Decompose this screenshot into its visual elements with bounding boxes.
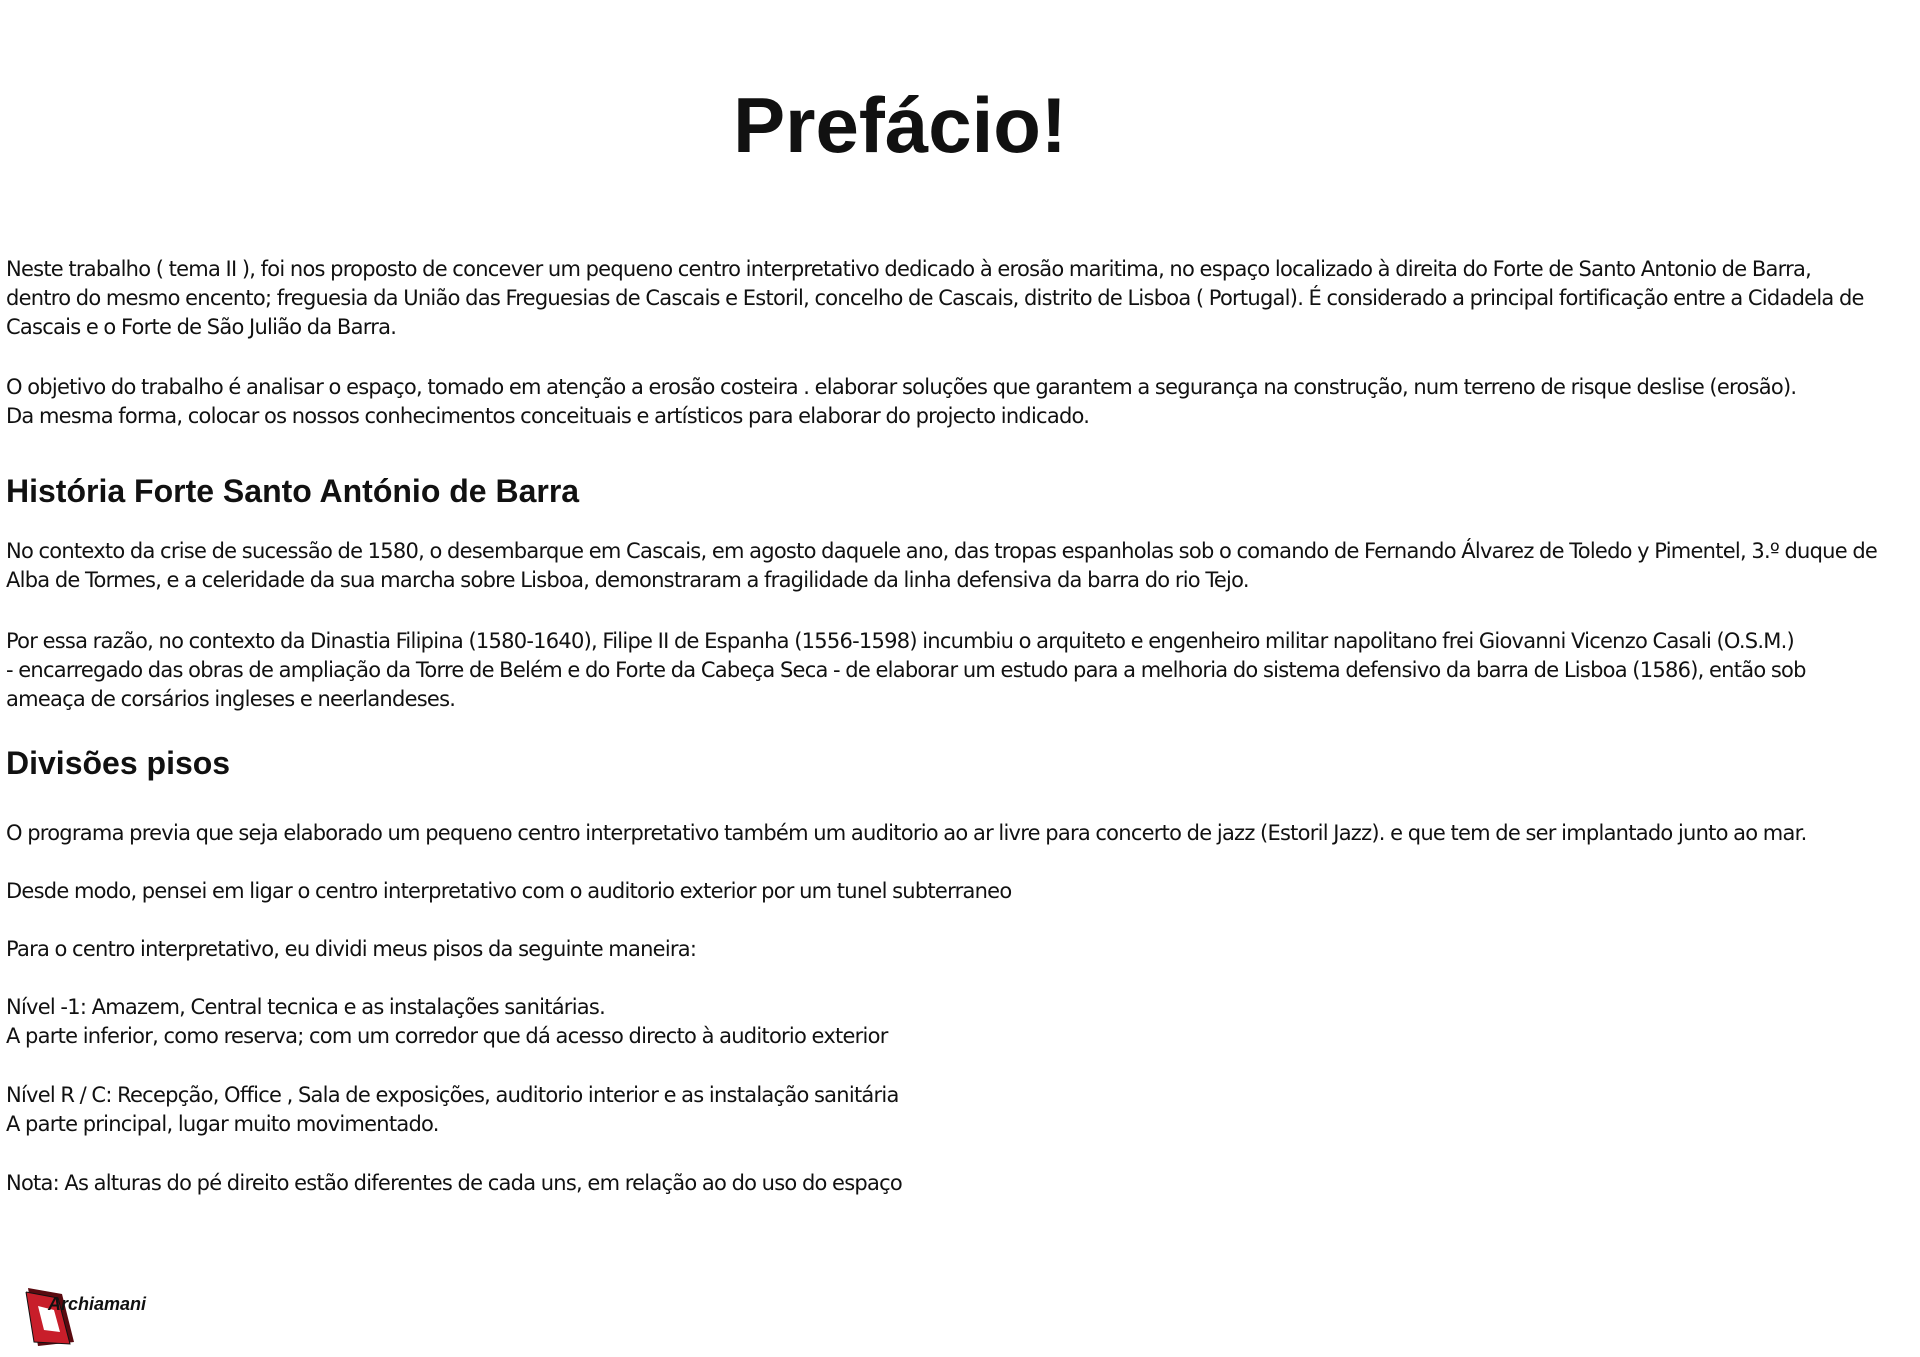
archiamani-logo — [24, 1286, 154, 1348]
divisions-heading: Divisões pisos — [6, 745, 231, 781]
text-line: Desde modo, pensei em ligar o centro interpretativo com o auditorio exterior por um tunel subterraneo — [6, 879, 1012, 903]
text-line: Nível -1: Amazem, Central tecnica e as instalações sanitárias. — [6, 995, 606, 1019]
text-line: Cascais e o Forte de São Julião da Barra. — [6, 315, 397, 339]
text-line: A parte principal, lugar muito movimentado. — [6, 1112, 439, 1136]
intro-paragraph-1 — [6, 255, 1914, 342]
history-paragraph-1 — [6, 537, 1914, 595]
text-line: - encarregado das obras de ampliação da Torre de Belém e do Forte da Cabeça Seca - de elaborar um estudo para a melhoria do sistema defensivo da barra de Lisboa (1586), então sob — [6, 658, 1806, 682]
text-line: No contexto da crise de sucessão de 1580, o desembarque em Cascais, em agosto daquele ano, das tropas espanholas sob o comando de Fernando Álvarez de Toledo y Pimentel, 3.º duque de — [6, 539, 1878, 563]
text-line: dentro do mesmo encento; freguesia da União das Freguesias de Cascais e Estoril, concelho de Cascais, distrito de Lisboa ( Portugal). É considerado a principal fortificação entre a Cidadela de — [6, 286, 1864, 310]
text-line: Para o centro interpretativo, eu dividi meus pisos da seguinte maneira: — [6, 937, 697, 961]
text-line: Nível R / C: Recepção, Office , Sala de exposições, auditorio interior e as instalação sanitária — [6, 1083, 899, 1107]
divisions-paragraph-2 — [6, 877, 1914, 906]
page-title: Prefácio! — [733, 81, 1067, 169]
text-line: Nota: As alturas do pé direito estão diferentes de cada uns, em relação ao do uso do espaço — [6, 1171, 903, 1195]
text-line: Da mesma forma, colocar os nossos conhecimentos conceituais e artísticos para elaborar do projecto indicado. — [6, 404, 1090, 428]
text-line: O objetivo do trabalho é analisar o espaço, tomado em atenção a erosão costeira . elaborar soluções que garantem a segurança na construção, num terreno de risque deslise (erosão). — [6, 375, 1797, 399]
history-paragraph-2 — [6, 627, 1914, 714]
text-line: ameaça de corsários ingleses e neerlandeses. — [6, 687, 456, 711]
divisions-paragraph-1 — [6, 819, 1914, 848]
history-heading: História Forte Santo António de Barra — [6, 473, 580, 509]
level-rc-description — [6, 1081, 1914, 1139]
level-minus-1-description — [6, 993, 1914, 1051]
text-line: Neste trabalho ( tema II ), foi nos proposto de concever um pequeno centro interpretativo dedicado à erosão maritima, no espaço localizado à direita do Forte de Santo Antonio de Barra, — [6, 257, 1812, 281]
text-line: A parte inferior, como reserva; com um corredor que dá acesso directo à auditorio exterior — [6, 1024, 888, 1048]
text-line: Por essa razão, no contexto da Dinastia Filipina (1580-1640), Filipe II de Espanha (1556-1598) incumbiu o arquiteto e engenheiro militar napolitano frei Giovanni Vicenzo Casali (O.S.M.) — [6, 629, 1794, 653]
text-line: O programa previa que seja elaborado um pequeno centro interpretativo também um auditorio ao ar livre para concerto de jazz (Estoril Jazz). e que tem de ser implantado junto ao mar. — [6, 821, 1807, 845]
note-paragraph — [6, 1169, 1914, 1198]
logo-text: Archiamani — [48, 1294, 147, 1314]
intro-paragraph-2 — [6, 373, 1914, 431]
divisions-paragraph-3 — [6, 935, 1914, 964]
text-line: Alba de Tormes, e a celeridade da sua marcha sobre Lisboa, demonstraram a fragilidade da linha defensiva da barra do rio Tejo. — [6, 568, 1249, 592]
